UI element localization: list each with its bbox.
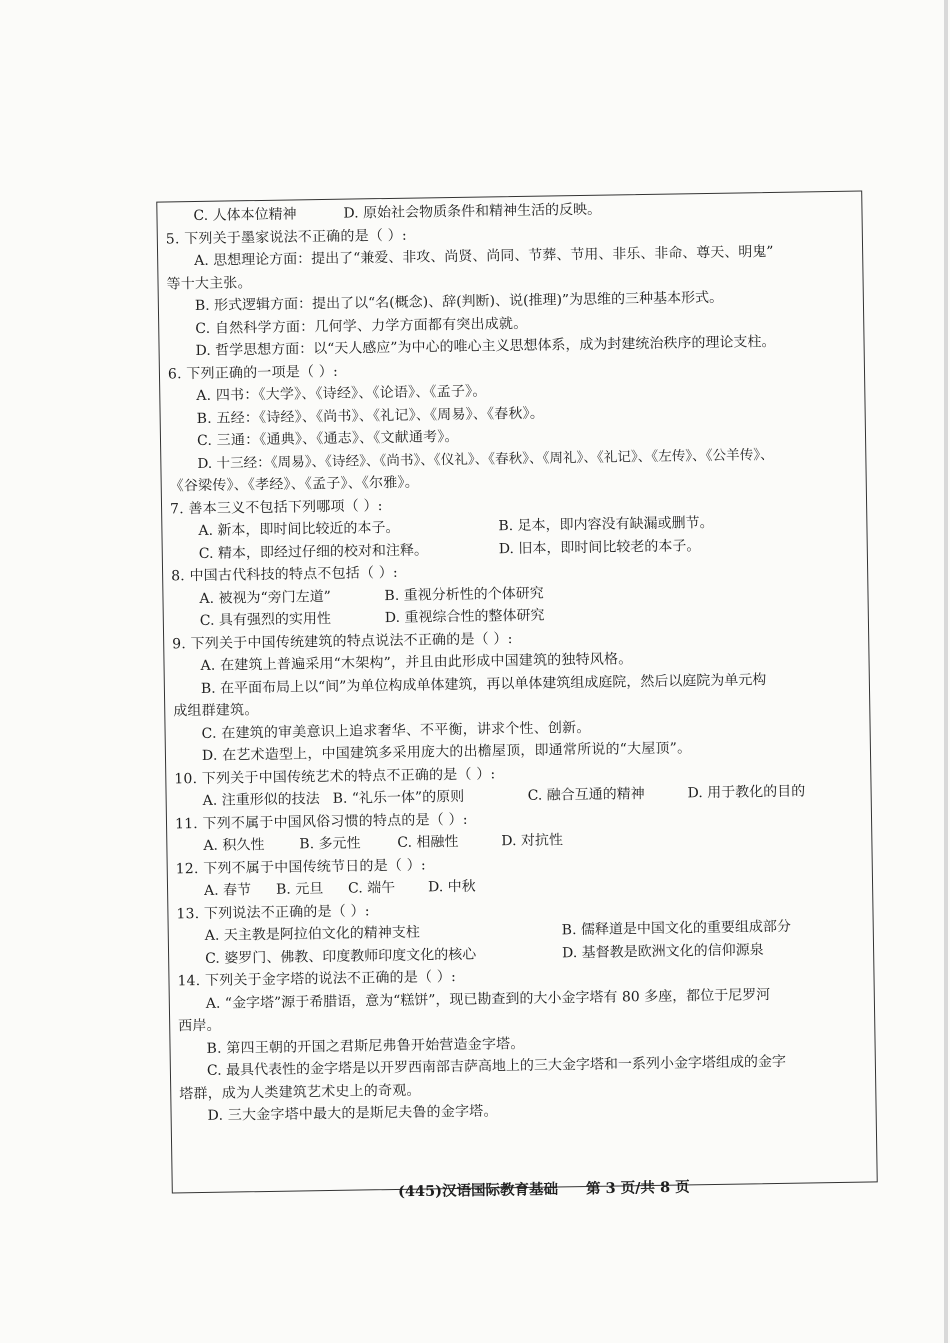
q12-option-a: A. 春节 [203,882,252,899]
q13-option-d: D. 基督教是欧洲文化的信仰源泉 [561,941,764,961]
q10-option-a: A. 注重形似的技法 [202,791,320,809]
question-8: 8. 中国古代科技的特点不包括（ ）: [171,564,399,585]
q14-option-b: B. 第四王朝的开国之君斯尼弗鲁开始营造金字塔。 [206,1035,525,1057]
question-5: 5. 下列关于墨家说法不正确的是（ ）: [165,227,407,247]
q9-option-d: D. 在艺术造型上，中国建筑多采用庞大的出檐屋顶，即通常所说的“大屋顶”。 [201,740,692,764]
page-number: 第 3 页/共 8 页 [585,1178,690,1198]
q5-option-a-cont: 等十大主张。 [166,274,252,292]
q12-option-d: D. 中秋 [427,878,476,896]
q5-option-a: A. 思想理论方面：提出了“兼爱、非攻、尚贤、尚同、节葬、节用、非乐、非命、尊天、明鬼” [194,243,774,270]
q14-option-a-cont: 西岸。 [178,1017,221,1035]
q12-option-c: C. 端午 [347,879,396,897]
q13-option-c: C. 婆罗门、佛教、印度教师印度文化的核心 [205,946,477,967]
q7-option-a: A. 新本，即时间比较近的本子。 [198,519,400,539]
question-13: 13. 下列说法不正确的是（ ）: [176,902,370,922]
q5-option-b: B. 形式逻辑方面：提出了以“名(概念)、辞(判断)、说(推理)”为思维的三种基本形式。 [194,289,724,315]
q8-option-a: A. 被视为“旁门左道” [199,588,331,607]
question-11: 11. 下列不属于中国风俗习惯的特点的是（ ）: [174,811,468,832]
question-content [165,195,873,1128]
q7-option-b: B. 足本，即内容没有缺漏或删节。 [498,514,714,535]
q13-option-b: B. 儒释道是中国文化的重要组成部分 [561,918,792,939]
q8-option-c: C. 具有强烈的实用性 [199,610,332,629]
q11-option-a: A. 积久性 [203,836,265,854]
q6-option-d: D. 十三经：《周易》、《诗经》、《尚书》、《仪礼》、《春秋》、《周礼》、《礼记》、《左传》、《公羊传》、 [197,446,774,472]
q7-option-c: C. 精本，即经过仔细的校对和注释。 [198,541,429,562]
question-14: 14. 下列关于金字塔的说法不正确的是（ ）: [177,968,457,990]
q5-option-c: C. 自然科学方面：几何学、力学方面都有突出成就。 [195,315,528,337]
q8-option-b: B. 重视分析性的个体研究 [384,585,544,604]
q10-option-c: C. 融合互通的精神 [527,786,645,804]
question-9: 9. 下列关于中国传统建筑的特点说法不正确的是（ ）: [172,630,513,652]
question-7: 7. 善本三义不包括下列哪项（ ）: [169,497,383,517]
q14-option-a: A. “金字塔”源于希腊语，意为“糕饼”，现已勘查到的大小金字塔有 80 多座，都位于尼罗河 [205,986,771,1012]
q6-option-c: C. 三通：《通典》、《通志》、《文献通考》。 [196,428,459,449]
q10-option-d: D. 用于教化的目的 [687,783,806,802]
q9-option-a: A. 在建筑上普遍采用“木架构”，并且由此形成中国建筑的独特风格。 [200,651,633,674]
q9-option-b: B. 在平面布局上以“间”为单位构成单体建筑，再以单体建筑组成庭院，然后以庭院为单元构 [200,671,767,697]
q11-option-c: C. 相融性 [397,833,459,851]
q6-option-a: A. 四书：《大学》、《诗经》、《论语》、《孟子》。 [196,383,487,404]
q11-option-b: B. 多元性 [299,835,361,853]
option-c: C. 人体本位精神 [193,206,297,225]
q14-option-c-cont: 塔群，成为人类建筑艺术史上的奇观。 [179,1082,421,1102]
q14-option-d: D. 三大金字塔中最大的是斯尼夫鲁的金字塔。 [207,1103,498,1124]
q12-option-b: B. 元旦 [275,881,324,898]
q5-option-d: D. 哲学思想方面：以“天人感应”为中心的唯心主义思想体系，成为封建统治秩序的理论支柱。 [195,333,776,360]
question-6: 6. 下列正确的一项是（ ）: [167,363,339,382]
q9-option-b-cont: 成组群建筑。 [173,702,259,720]
q7-option-d: D. 旧本，即时间比较老的本子。 [498,537,701,557]
question-12: 12. 下列不属于中国传统节日的是（ ）: [175,856,426,877]
q13-option-a: A. 天主教是阿拉伯文化的精神支柱 [204,924,420,944]
q6-option-b: B. 五经：《诗经》、《尚书》、《礼记》、《周易》、《春秋》。 [196,405,545,427]
q10-option-b: B. “礼乐一体”的原则 [332,788,465,807]
question-10: 10. 下列关于中国传统艺术的特点不正确的是（ ）: [174,765,496,787]
q6-option-d-cont: 《谷梁传》、《孝经》、《孟子》、《尔雅》。 [169,474,420,495]
q14-option-c: C. 最具代表性的金字塔是以开罗西南部吉萨高地上的三大金字塔和一系列小金字塔组成的金字 [206,1053,787,1079]
exam-subject: (445)汉语国际教育基础 [397,1180,559,1201]
q11-option-d: D. 对抗性 [501,832,564,850]
question-frame [156,191,877,1194]
q8-option-d: D. 重视综合性的整体研究 [384,607,545,627]
q9-option-c: C. 在建筑的审美意识上追求奢华、不平衡，讲求个性、创新。 [201,719,591,742]
option-d: D. 原始社会物质条件和精神生活的反映。 [343,201,602,222]
